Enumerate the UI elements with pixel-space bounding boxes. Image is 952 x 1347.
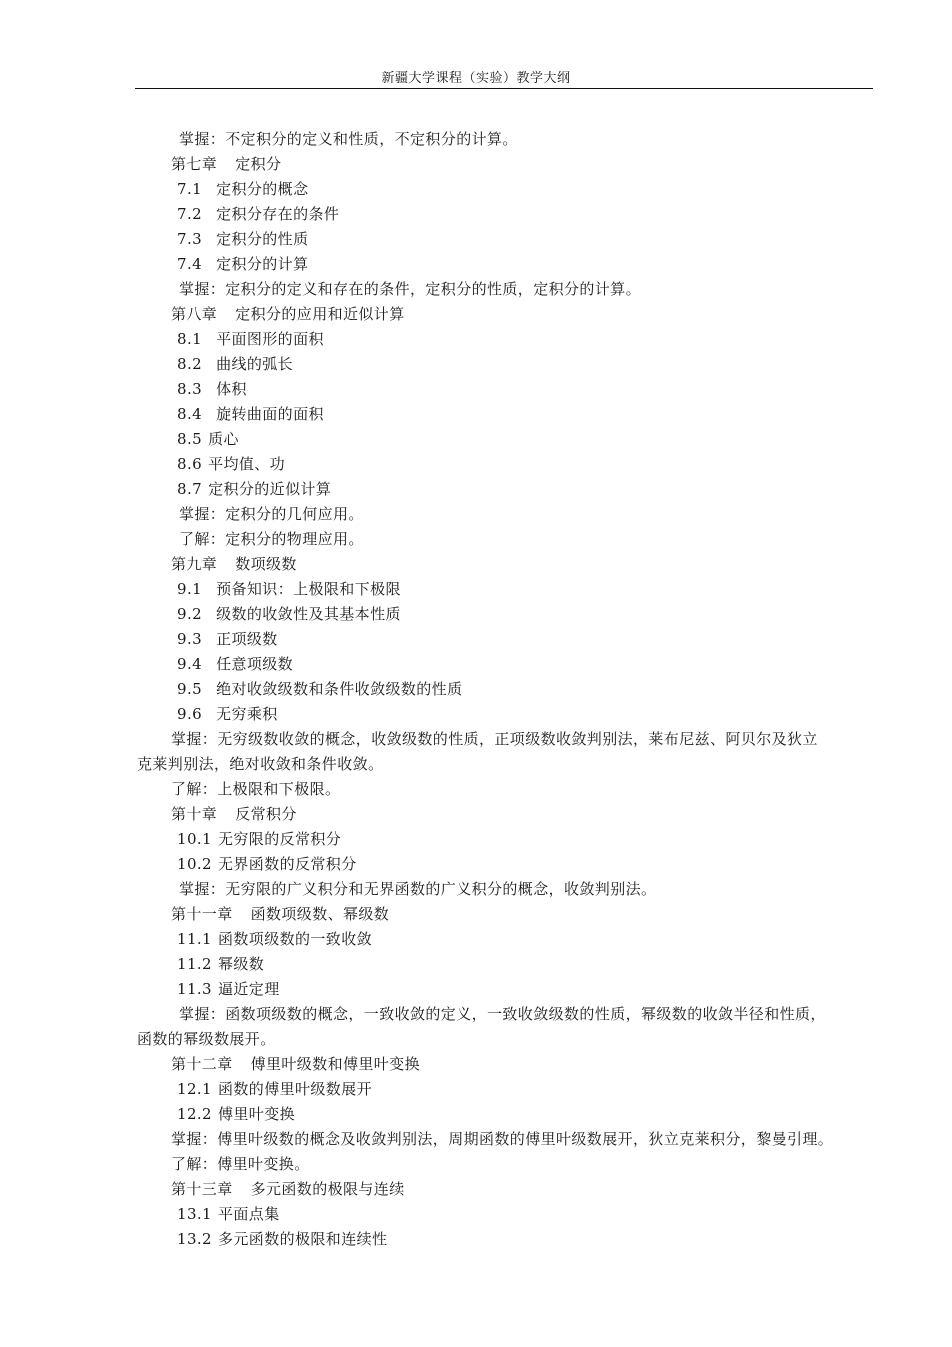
section-number: 11.1 (177, 930, 212, 948)
requirement-text: 掌握：无穷限的广义积分和无界函数的广义积分的概念，收敛判别法。 (179, 880, 657, 898)
chapter-heading (0, 902, 952, 927)
section-item (0, 1077, 952, 1102)
chapter-number: 第八章 (171, 305, 218, 323)
section-number: 12.2 (177, 1105, 212, 1123)
chapter-title: 数项级数 (235, 555, 297, 573)
section-item (0, 1102, 952, 1127)
section-number: 7.2 (177, 205, 203, 223)
section-item (0, 377, 952, 402)
section-number: 8.1 (177, 330, 203, 348)
section-title: 定积分的性质 (216, 230, 309, 248)
section-item (0, 652, 952, 677)
paragraph-continuation: 克莱判别法，绝对收敛和条件收敛。 (137, 755, 384, 773)
chapter-title: 函数项级数、幂级数 (250, 905, 390, 923)
section-title: 曲线的弧长 (216, 355, 294, 373)
section-title: 傅里叶变换 (218, 1105, 296, 1123)
section-number: 9.1 (177, 580, 203, 598)
section-item (0, 602, 952, 627)
section-number: 8.4 (177, 405, 203, 423)
section-item (0, 827, 952, 852)
section-number: 11.2 (177, 955, 212, 973)
page-header-title: 新疆大学课程（实验）教学大纲 (381, 71, 571, 86)
requirement-text: 掌握：函数项级数的概念，一致收敛的定义，一致收敛级数的性质，幂级数的收敛半径和性质， (179, 1005, 826, 1023)
requirement-text: 掌握：傅里叶级数的概念及收敛判别法，周期函数的傅里叶级数展开，狄立克莱积分，黎曼引理。 (171, 1130, 834, 1148)
section-title: 平面图形的面积 (216, 330, 324, 348)
section-item (0, 177, 952, 202)
section-title: 定积分的近似计算 (208, 480, 332, 498)
section-item (0, 1202, 952, 1227)
section-title: 体积 (216, 380, 247, 398)
requirement-text: 了解：傅里叶变换。 (171, 1155, 310, 1173)
requirement-text: 掌握：定积分的几何应用。 (179, 505, 364, 523)
section-number: 8.6 (177, 455, 203, 473)
section-title: 无穷乘积 (216, 705, 278, 723)
chapter-heading (0, 152, 952, 177)
section-item (0, 452, 952, 477)
section-title: 定积分的概念 (216, 180, 309, 198)
section-item (0, 477, 952, 502)
section-number: 8.7 (177, 480, 203, 498)
section-number: 9.4 (177, 655, 203, 673)
section-number: 8.3 (177, 380, 203, 398)
section-title: 函数的傅里叶级数展开 (218, 1080, 373, 1098)
section-title: 无穷限的反常积分 (218, 830, 342, 848)
document-body (0, 127, 952, 1252)
section-item (0, 252, 952, 277)
section-number: 9.3 (177, 630, 203, 648)
section-item (0, 702, 952, 727)
section-number: 10.1 (177, 830, 212, 848)
section-title: 绝对收敛级数和条件收敛级数的性质 (216, 680, 463, 698)
chapter-heading (0, 302, 952, 327)
chapter-title: 定积分的应用和近似计算 (235, 305, 405, 323)
section-item (0, 952, 952, 977)
section-item (0, 677, 952, 702)
section-item (0, 427, 952, 452)
section-item (0, 202, 952, 227)
section-number: 9.5 (177, 680, 203, 698)
section-item (0, 977, 952, 1002)
section-number: 10.2 (177, 855, 212, 873)
chapter-title: 多元函数的极限与连续 (250, 1180, 405, 1198)
section-title: 幂级数 (218, 955, 265, 973)
chapter-heading (0, 802, 952, 827)
requirement-text: 掌握：不定积分的定义和性质，不定积分的计算。 (179, 130, 518, 148)
section-item (0, 1227, 952, 1252)
section-number: 7.3 (177, 230, 203, 248)
section-number: 11.3 (177, 980, 212, 998)
section-title: 质心 (208, 430, 239, 448)
section-item (0, 927, 952, 952)
requirement-text: 了解：上极限和下极限。 (171, 780, 341, 798)
chapter-heading (0, 1177, 952, 1202)
section-title: 任意项级数 (216, 655, 294, 673)
section-title: 多元函数的极限和连续性 (218, 1230, 388, 1248)
chapter-heading (0, 1052, 952, 1077)
chapter-number: 第九章 (171, 555, 218, 573)
section-title: 定积分的计算 (216, 255, 309, 273)
chapter-title: 定积分 (235, 155, 282, 173)
section-number: 12.1 (177, 1080, 212, 1098)
section-number: 7.1 (177, 180, 203, 198)
section-number: 9.6 (177, 705, 203, 723)
section-title: 级数的收敛性及其基本性质 (216, 605, 401, 623)
section-title: 定积分存在的条件 (216, 205, 340, 223)
chapter-number: 第七章 (171, 155, 218, 173)
section-item (0, 402, 952, 427)
section-item (0, 852, 952, 877)
requirement-text: 掌握：无穷级数收敛的概念，收敛级数的性质，正项级数收敛判别法，莱布尼兹、阿贝尔及狄立 (171, 730, 818, 748)
requirement-text: 了解：定积分的物理应用。 (179, 530, 364, 548)
section-number: 8.2 (177, 355, 203, 373)
chapter-heading (0, 552, 952, 577)
section-title: 预备知识：上极限和下极限 (216, 580, 401, 598)
chapter-title: 傅里叶级数和傅里叶变换 (250, 1055, 421, 1073)
section-title: 无界函数的反常积分 (218, 855, 357, 873)
section-item (0, 627, 952, 652)
section-number: 9.2 (177, 605, 203, 623)
section-title: 正项级数 (216, 630, 278, 648)
section-item (0, 577, 952, 602)
section-title: 旋转曲面的面积 (216, 405, 324, 423)
paragraph-continuation: 函数的幂级数展开。 (137, 1030, 276, 1048)
chapter-title: 反常积分 (235, 805, 297, 823)
section-number: 8.5 (177, 430, 203, 448)
requirement-text: 掌握：定积分的定义和存在的条件，定积分的性质，定积分的计算。 (179, 280, 642, 298)
section-number: 13.1 (177, 1205, 212, 1223)
chapter-number: 第十三章 (171, 1180, 233, 1198)
section-title: 函数项级数的一致收敛 (218, 930, 373, 948)
chapter-number: 第十一章 (171, 905, 233, 923)
section-number: 7.4 (177, 255, 203, 273)
section-title: 平均值、功 (208, 455, 286, 473)
section-title: 平面点集 (218, 1205, 280, 1223)
chapter-number: 第十章 (171, 805, 218, 823)
header-rule (135, 88, 873, 89)
chapter-number: 第十二章 (171, 1055, 233, 1073)
section-item (0, 227, 952, 252)
section-number: 13.2 (177, 1230, 212, 1248)
section-item (0, 352, 952, 377)
section-item (0, 327, 952, 352)
section-title: 逼近定理 (218, 980, 280, 998)
